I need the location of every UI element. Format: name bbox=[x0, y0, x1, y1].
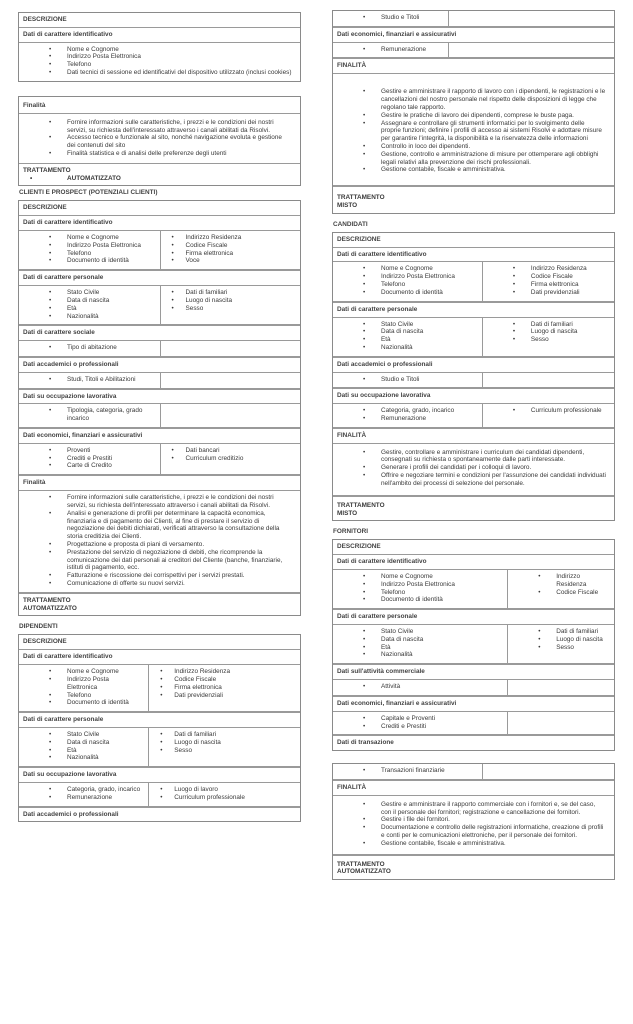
list-item: • Controllo in loco dei dipendenti. bbox=[337, 143, 610, 151]
list-item: • Indirizzo Posta Elettronica bbox=[337, 581, 503, 589]
list-item: • Sesso bbox=[165, 305, 297, 313]
list-item: • Gestione contabile, fiscale e amministrativa. bbox=[337, 166, 610, 174]
list-item: • Nome e Cognome bbox=[23, 234, 156, 242]
ident-list-left bbox=[337, 573, 503, 604]
finalita-list bbox=[23, 119, 296, 158]
list-item: • Luogo di nascita bbox=[487, 328, 610, 336]
list-item: • Gestire i file dei fornitori. bbox=[337, 816, 610, 824]
occ-header: Dati su occupazione lavorativa bbox=[19, 389, 300, 405]
visitatori-description-table bbox=[18, 12, 301, 82]
finalita-header: FINALITÀ bbox=[333, 428, 614, 444]
description-header: DESCRIZIONE bbox=[333, 540, 614, 555]
list-item: • Nazionalità bbox=[337, 651, 503, 659]
acc-list bbox=[337, 376, 478, 384]
clienti-title: CLIENTI E PROSPECT (POTENZIALI CLIENTI) bbox=[19, 189, 158, 197]
list-item: • Indirizzo Posta Elettronica bbox=[23, 53, 296, 61]
list-item: • Studio e Titoli bbox=[337, 376, 478, 384]
description-header: DESCRIZIONE bbox=[19, 635, 300, 650]
list-item: • Analisi e generazione di profili per determinare la capacità economica, finanziaria e di pagamento dei Clienti, al fine di prestare il servizio di negoziazione dei debiti dichiarati, verificati attraverso la consultazione della storia creditizia dei Clienti. bbox=[23, 510, 296, 541]
pers-header: Dati di carattere personale bbox=[19, 712, 300, 728]
trans-header: Dati di transazione bbox=[333, 735, 614, 750]
trattamento-label: TRATTAMENTO bbox=[337, 501, 385, 509]
list-item: • Gestire le pratiche di lavoro dei dipendenti, comprese le buste paga. bbox=[337, 112, 610, 120]
att-header: Dati sull'attività commerciale bbox=[333, 664, 614, 680]
finalita-header: FINALITÀ bbox=[333, 780, 614, 796]
studi-item: • Studio e Titoli bbox=[337, 14, 444, 22]
pers-list-right bbox=[165, 289, 297, 312]
list-item: • Indirizzo Posta Elettronica bbox=[23, 676, 144, 692]
trattamento-block bbox=[333, 855, 614, 880]
fornitori-table bbox=[332, 539, 615, 751]
list-item: • Nome e Cognome bbox=[23, 46, 296, 54]
pers-header: Dati di carattere personale bbox=[19, 270, 300, 286]
list-item: • Indirizzo Residenza bbox=[153, 668, 296, 676]
soc-header: Dati di carattere sociale bbox=[19, 325, 300, 341]
eco-header: Dati economici, finanziari e assicurativi bbox=[333, 27, 614, 43]
list-item: • Firma elettronica bbox=[165, 250, 297, 258]
acc-header: Dati accademici o professionali bbox=[333, 357, 614, 373]
list-item: • Proventi bbox=[23, 447, 156, 455]
list-item: • Dati tecnici di sessione ed identificativi del dispositivo utilizzato (inclusi cookies) bbox=[23, 69, 296, 77]
trattamento-block bbox=[333, 186, 614, 213]
pers-header: Dati di carattere personale bbox=[333, 302, 614, 318]
description-header: DESCRIZIONE bbox=[333, 233, 614, 248]
list-item: • Età bbox=[337, 644, 503, 652]
list-item: • Curriculum professionale bbox=[153, 794, 296, 802]
list-item: • Firma elettronica bbox=[487, 281, 610, 289]
trattamento-block bbox=[333, 496, 614, 521]
list-item: • Nazionalità bbox=[23, 754, 144, 762]
list-item: • Indirizzo Residenza bbox=[165, 234, 297, 242]
ident-header: Dati di carattere identificativo bbox=[19, 216, 300, 231]
list-item: • Finalità statistica e di analisi delle preferenze degli utenti bbox=[23, 150, 296, 158]
dipendenti-cont-table bbox=[332, 10, 615, 214]
list-item: • Gestione, controllo e amministrazione di misure per ottemperare agli obblighi legali relativi alla prevenzione dei rischi professionali. bbox=[337, 151, 610, 167]
trans-item: • Transazioni finanziarie bbox=[337, 767, 478, 775]
list-item: • Sesso bbox=[153, 747, 296, 755]
list-item: • Offrire e negoziare termini e condizioni per l'assunzione dei candidati individuati nell'ambito dei processi di selezione del personale. bbox=[337, 472, 610, 488]
ident-list bbox=[23, 46, 296, 77]
soc-list bbox=[23, 344, 156, 352]
list-item: • Età bbox=[23, 305, 156, 313]
list-item: • Generare i profili dei candidati per i colloqui di lavoro. bbox=[337, 464, 610, 472]
list-item: • Nome e Cognome bbox=[337, 265, 478, 273]
acc-header: Dati accademici o professionali bbox=[19, 357, 300, 373]
list-item: • Data di nascita bbox=[337, 636, 503, 644]
dipendenti-table bbox=[18, 634, 301, 822]
list-item: • Dati previdenziali bbox=[153, 692, 296, 700]
list-item: • Progettazione e proposta di piani di versamento. bbox=[23, 541, 296, 549]
list-item: • Età bbox=[23, 747, 144, 755]
list-item: • Telefono bbox=[23, 250, 156, 258]
ident-list-left bbox=[337, 265, 478, 296]
list-item: • Codice Fiscale bbox=[165, 242, 297, 250]
list-item: • Gestire e amministrare il rapporto commerciale con i fornitori e, se del caso, con il personale dei fornitori; registrazione e cancellazione dei fornitori. bbox=[337, 801, 610, 817]
list-item: • Codice Fiscale bbox=[153, 676, 296, 684]
list-item: • Dati bancari bbox=[165, 447, 297, 455]
trattamento-value-item: • AUTOMATIZZATO bbox=[23, 175, 296, 183]
list-item: • Codice Fiscale bbox=[487, 273, 610, 281]
list-item: • Dati di familiari bbox=[512, 628, 610, 636]
list-item: • Stato Civile bbox=[337, 628, 503, 636]
list-item: • Curriculum creditizio bbox=[165, 455, 297, 463]
list-item: • Codice Fiscale bbox=[512, 589, 610, 597]
pers-header: Dati di carattere personale bbox=[333, 609, 614, 625]
list-item: • Fatturazione e riscossione dei corrispettivi per i servizi prestati. bbox=[23, 572, 296, 580]
clienti-table bbox=[18, 200, 301, 616]
trattamento-label: TRATTAMENTO bbox=[23, 596, 71, 604]
list-item: • Dati previdenziali bbox=[487, 289, 610, 297]
description-header: DESCRIZIONE bbox=[19, 201, 300, 216]
pers-list-left bbox=[337, 321, 478, 352]
list-item: • Tipo di abitazione bbox=[23, 344, 156, 352]
list-item: • Documento di identità bbox=[23, 257, 156, 265]
right-column bbox=[332, 0, 615, 880]
trattamento-label: TRATTAMENTO bbox=[337, 194, 385, 202]
list-item: • Luogo di nascita bbox=[165, 297, 297, 305]
pers-list-right bbox=[487, 321, 610, 344]
list-item: • Prestazione del servizio di negoziazione di debiti, che ricomprende la comunicazione dei dati personali ai creditori del Cliente (banche, finanziarie, istituti di pagamento, ecc. bbox=[23, 549, 296, 572]
candidati-title: CANDIDATI bbox=[333, 220, 368, 228]
list-item: • Capitale e Proventi bbox=[337, 715, 503, 723]
list-item: • Indirizzo Posta Elettronica bbox=[337, 273, 478, 281]
dipendenti-title: DIPENDENTI bbox=[19, 623, 58, 631]
list-item: • Comunicazione di offerte su nuovi servizi. bbox=[23, 580, 296, 588]
acc-header: Dati accademici o professionali bbox=[19, 807, 300, 822]
ident-list-left bbox=[23, 234, 156, 265]
fornitori-title: FORNITORI bbox=[333, 528, 369, 536]
description-header: DESCRIZIONE bbox=[19, 13, 300, 28]
finalita-header: Finalità bbox=[19, 97, 300, 114]
ident-list-left bbox=[23, 668, 144, 707]
occ-list-left bbox=[23, 786, 144, 802]
trattamento-block bbox=[19, 164, 300, 186]
list-item: • Categoria, grado, incarico bbox=[337, 407, 478, 415]
list-item: • Nazionalità bbox=[337, 344, 478, 352]
list-item: • Documento di identità bbox=[337, 289, 478, 297]
list-item: • Documento di identità bbox=[23, 699, 144, 707]
pers-list-right bbox=[512, 628, 610, 651]
list-item: • Data di nascita bbox=[23, 297, 156, 305]
list-item: • Nome e Cognome bbox=[23, 668, 144, 676]
list-item: • Firma elettronica bbox=[153, 684, 296, 692]
ident-list-right bbox=[512, 573, 610, 596]
list-item: • Luogo di lavoro bbox=[153, 786, 296, 794]
eco-list bbox=[337, 46, 444, 54]
finalita-list bbox=[23, 494, 296, 588]
list-item: • Indirizzo Residenza bbox=[512, 573, 610, 589]
ident-header: Dati di carattere identificativo bbox=[333, 248, 614, 263]
trattamento-value: MISTO bbox=[337, 202, 358, 209]
ident-header: Dati di carattere identificativo bbox=[19, 650, 300, 665]
list-item: • Stato Civile bbox=[23, 289, 156, 297]
acc-list bbox=[23, 376, 156, 384]
occ-list bbox=[23, 407, 156, 423]
list-item: • Gestire e amministrare il rapporto di lavoro con i dipendenti, le registrazioni e le cancellazioni del nostro personale nel rispetto delle disposizioni di legge che regolano tale rapporto. bbox=[337, 88, 610, 111]
eco-list-left bbox=[23, 447, 156, 470]
list-item: • Luogo di nascita bbox=[512, 636, 610, 644]
list-item: • Sesso bbox=[512, 644, 610, 652]
list-item: • Indirizzo Residenza bbox=[487, 265, 610, 273]
list-item: • Età bbox=[337, 336, 478, 344]
list-item: • Documento di identità bbox=[337, 596, 503, 604]
trattamento-value: AUTOMATIZZATO bbox=[23, 604, 77, 612]
pers-list-right bbox=[153, 731, 296, 754]
list-item: • Telefono bbox=[23, 61, 296, 69]
list-item: • Categoria, grado, incarico bbox=[23, 786, 144, 794]
trattamento-value: AUTOMATIZZATO bbox=[337, 868, 391, 876]
list-item: • Documentazione e controllo delle registrazioni informatiche, creazione di profili e conti per le comunicazioni elettroniche, per il personale dei fornitori. bbox=[337, 824, 610, 840]
list-item: • Gestire, controllare e amministrare i curriculum dei candidati dipendenti, consegnati su richiesta o spontaneamente dalle parti interessate. bbox=[337, 449, 610, 465]
occ-header: Dati su occupazione lavorativa bbox=[333, 388, 614, 404]
list-item: • Assegnare e controllare gli strumenti informatici per lo svolgimento delle proprie funzioni; definire i profili di accesso ai sistemi Risolvi e adottare misure per garantire l'integrità, la disponibilità e la riservatezza delle informazioni bbox=[337, 120, 610, 143]
list-item: • Stato Civile bbox=[23, 731, 144, 739]
finalita-list bbox=[337, 449, 610, 488]
left-column bbox=[18, 0, 301, 822]
ident-list-right bbox=[165, 234, 297, 265]
list-item: • Crediti e Prestiti bbox=[23, 455, 156, 463]
list-item: • Curriculum professionale bbox=[487, 407, 610, 415]
list-item: • Nome e Cognome bbox=[337, 573, 503, 581]
fornitori-cont-table bbox=[332, 763, 615, 880]
list-item: • Carte di Credito bbox=[23, 462, 156, 470]
list-item: • Nazionalità bbox=[23, 313, 156, 321]
finalita-list bbox=[337, 88, 610, 174]
occ-list-left bbox=[337, 407, 478, 423]
list-item: • Telefono bbox=[23, 692, 144, 700]
list-item: • Dati di familiari bbox=[153, 731, 296, 739]
list-item: • Studi, Titoli e Abilitazioni bbox=[23, 376, 156, 384]
list-item: • Luogo di nascita bbox=[153, 739, 296, 747]
list-item: • Data di nascita bbox=[337, 328, 478, 336]
trattamento-value bbox=[23, 175, 296, 183]
list-item: • Tipologia, categoria, grado incarico bbox=[23, 407, 156, 423]
eco-header: Dati economici, finanziari e assicurativi bbox=[333, 696, 614, 712]
trattamento-value: MISTO bbox=[337, 509, 358, 517]
finalita-header: Finalità bbox=[19, 475, 300, 491]
pers-list-left bbox=[337, 628, 503, 659]
list-item: • Telefono bbox=[337, 589, 503, 597]
finalita-header: FINALITÀ bbox=[333, 58, 614, 74]
eco-list bbox=[337, 715, 503, 731]
eco-item: • Remunerazione bbox=[337, 46, 444, 54]
trattamento-block bbox=[19, 593, 300, 616]
list-item: • Telefono bbox=[337, 281, 478, 289]
studi-list bbox=[337, 14, 444, 22]
trans-list bbox=[337, 767, 478, 775]
list-item: • Voce bbox=[165, 257, 297, 265]
ident-header: Dati di carattere identificativo bbox=[333, 555, 614, 570]
list-item: • Gestione contabile, fiscale e amministrativa. bbox=[337, 840, 610, 848]
list-item: • Data di nascita bbox=[23, 739, 144, 747]
list-item: • Stato Civile bbox=[337, 321, 478, 329]
occ-list-right bbox=[487, 407, 610, 415]
ident-header: Dati di carattere identificativo bbox=[19, 28, 300, 43]
list-item: • Fornire informazioni sulle caratteristiche, i prezzi e le condizioni dei nostri servizi, su richiesta dell'interessato attraverso i canali abilitati da Risolvi. bbox=[23, 494, 296, 510]
finalita-list bbox=[337, 801, 610, 848]
candidati-table bbox=[332, 232, 615, 522]
ident-list-right bbox=[153, 668, 296, 699]
occ-list-right bbox=[153, 786, 296, 802]
list-item: • Sesso bbox=[487, 336, 610, 344]
list-item: • Crediti e Prestiti bbox=[337, 723, 503, 731]
list-item: • Fornire informazioni sulle caratteristiche, i prezzi e le condizioni dei nostri servizi, su richiesta dell'interessato attraverso i canali abilitati da Risolvi. bbox=[23, 119, 296, 135]
list-item: • Attività bbox=[337, 683, 503, 691]
eco-list-right bbox=[165, 447, 297, 463]
list-item: • Indirizzo Posta Elettronica bbox=[23, 242, 156, 250]
occ-header: Dati su occupazione lavorativa bbox=[19, 767, 300, 783]
visitatori-finalita-table bbox=[18, 96, 301, 187]
ident-list-right bbox=[487, 265, 610, 296]
trattamento-label: TRATTAMENTO bbox=[23, 166, 71, 174]
list-item: • Remunerazione bbox=[23, 794, 144, 802]
pers-list-left bbox=[23, 289, 156, 320]
pers-list-left bbox=[23, 731, 144, 762]
list-item: • Dati di familiari bbox=[487, 321, 610, 329]
trattamento-label: TRATTAMENTO bbox=[337, 860, 385, 868]
list-item: • Accesso tecnico e funzionale al sito, nonché navigazione evoluta e gestione dei contenuti del sito bbox=[23, 134, 296, 150]
list-item: • Remunerazione bbox=[337, 415, 478, 423]
eco-header: Dati economici, finanziari e assicurativi bbox=[19, 428, 300, 444]
list-item: • Dati di familiari bbox=[165, 289, 297, 297]
att-list bbox=[337, 683, 503, 691]
